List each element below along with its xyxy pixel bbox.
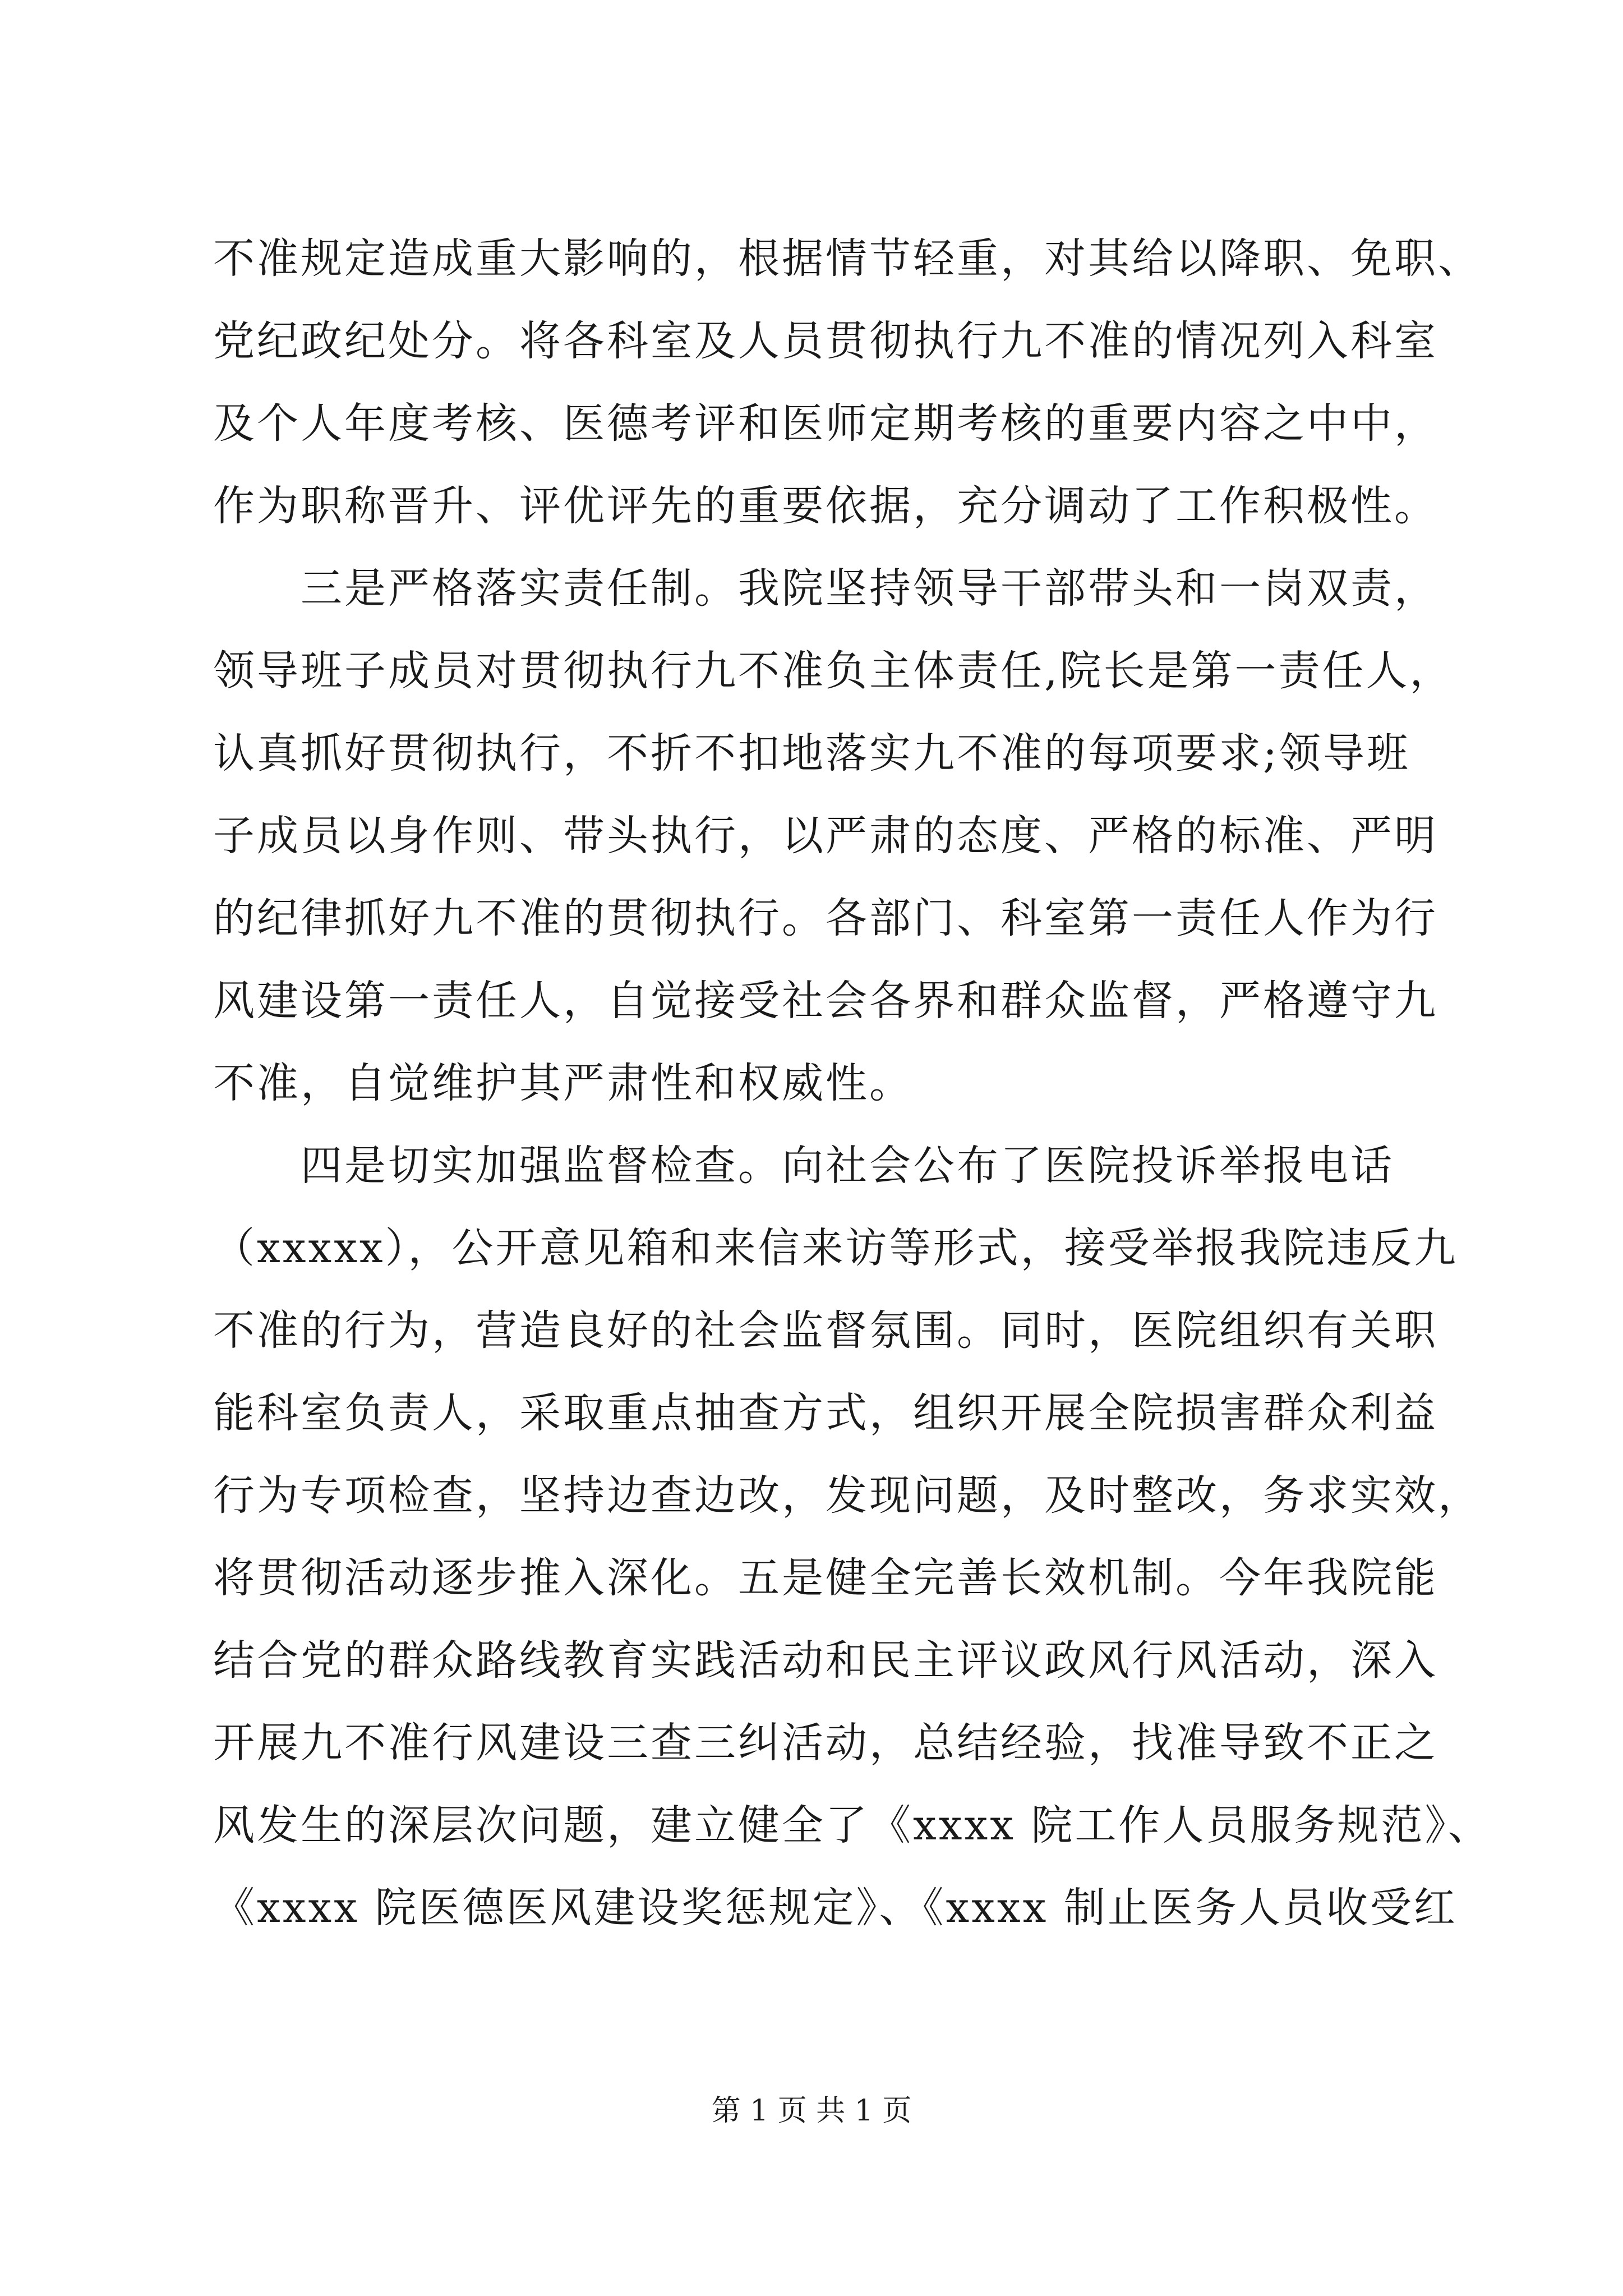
page-number: 第 1 页 共 1 页 — [711, 2094, 912, 2128]
text-line: 党纪政纪处分。将各科室及人员贯彻执行九不准的情况列入科室 — [213, 317, 1438, 365]
text-line: 行为专项检查，坚持边查边改，发现问题，及时整改，务求实效， — [213, 1471, 1482, 1520]
text-line: 结合党的群众路线教育实践活动和民主评议政风行风活动，深入 — [213, 1636, 1438, 1685]
text-line: 风发生的深层次问题，建立健全了《xxxx 院工作人员服务规范》、 — [213, 1801, 1492, 1849]
text-line: 作为职称晋升、评优评先的重要依据，充分调动了工作积极性。 — [213, 482, 1438, 530]
text-line: 领导班子成员对贯彻执行九不准负主体责任,院长是第一责任人， — [213, 647, 1454, 695]
text-line: 能科室负责人，采取重点抽查方式，组织开展全院损害群众利益 — [213, 1389, 1438, 1437]
text-line: 不准，自觉维护其严肃性和权威性。 — [213, 1059, 913, 1107]
paragraph-start-line: 三是严格落实责任制。我院坚持领导干部带头和一岗双责， — [301, 564, 1438, 613]
text-line: 子成员以身作则、带头执行，以严肃的态度、严格的标准、严明 — [213, 812, 1438, 860]
text-line: 《xxxx 院医德医风建设奖惩规定》、《xxxx 制止医务人员收受红 — [213, 1884, 1458, 1932]
text-line: 及个人年度考核、医德考评和医师定期考核的重要内容之中中， — [213, 399, 1438, 448]
text-line: （xxxxx），公开意见箱和来信来访等形式，接受举报我院违反九 — [213, 1224, 1458, 1272]
text-line: 不准规定造成重大影响的，根据情节轻重，对其给以降职、免职、 — [213, 234, 1482, 283]
text-line: 风建设第一责任人，自觉接受社会各界和群众监督，严格遵守九 — [213, 977, 1438, 1025]
text-line: 的纪律抓好九不准的贯彻执行。各部门、科室第一责任人作为行 — [213, 894, 1438, 942]
paragraph-start-line: 四是切实加强监督检查。向社会公布了医院投诉举报电话 — [301, 1142, 1394, 1190]
text-line: 不准的行为，营造良好的社会监督氛围。同时，医院组织有关职 — [213, 1306, 1438, 1355]
document-body — [213, 218, 1492, 1949]
page-footer — [0, 2091, 1623, 2131]
text-line: 认真抓好贯彻执行，不折不扣地落实九不准的每项要求;领导班 — [213, 729, 1410, 777]
text-line: 开展九不准行风建设三查三纠活动，总结经验，找准导致不正之 — [213, 1719, 1438, 1767]
text-line: 将贯彻活动逐步推入深化。五是健全完善长效机制。今年我院能 — [213, 1554, 1438, 1602]
